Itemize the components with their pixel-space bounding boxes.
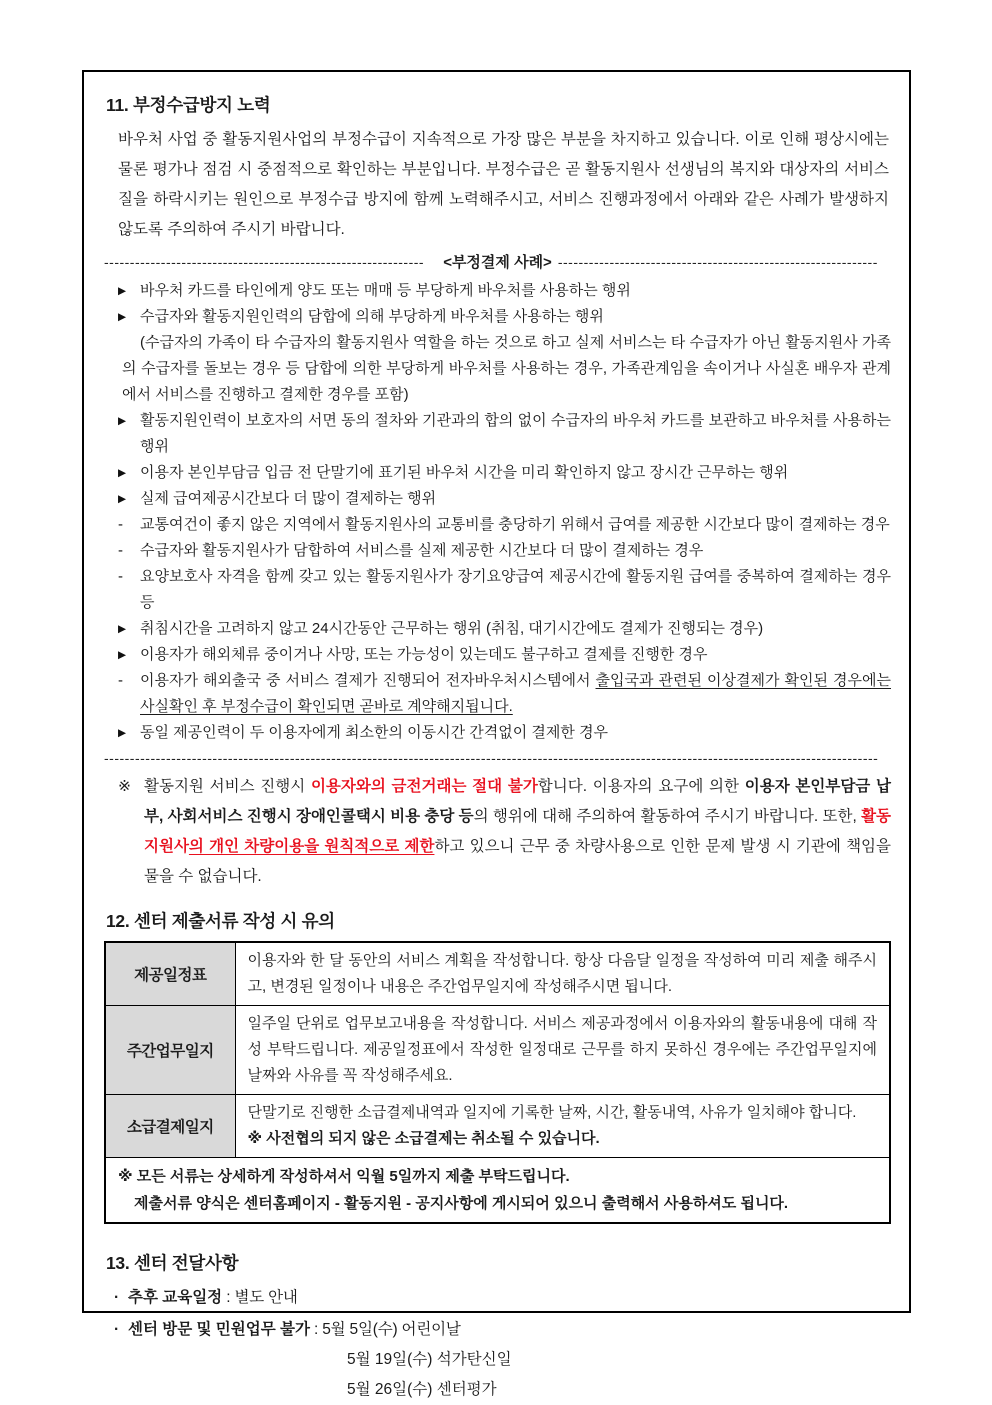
cell-line xyxy=(248,1100,878,1126)
text-segment: 일주일 단위로 업무보고내용을 작성합니다. 서비스 제공과정에서 이용자와의 활동내용에 대해 작성 부탁드립니다. 제공일정표에서 작성한 일정대로 근무를 하지 못하신 경우에는 주간업무일지에 날짜와 사유를 꼭 작성해주세요. xyxy=(247,1015,877,1084)
fraud-case-separator xyxy=(104,251,891,272)
section-document-submission xyxy=(104,908,891,1224)
table-footer-line: 제출서류 양식은 센터홈페이지 - 활동지원 - 공지사항에 게시되어 있으니 출력해서 사용하셔도 됩니다. xyxy=(134,1195,789,1212)
dot-bullet-icon: · xyxy=(114,1289,120,1306)
bottom-dashed-line: ------------------------------------------------------------------------------------------------------------------------------------------------------ xyxy=(104,750,879,766)
fraud-case-item xyxy=(118,460,891,486)
cell-line xyxy=(248,1126,878,1152)
announcement-label: 센터 방문 및 민원업무 불가 xyxy=(128,1321,310,1338)
case-text xyxy=(140,568,891,611)
cell-line xyxy=(248,1011,878,1089)
document-type-label: 주간업무일지 xyxy=(105,1006,235,1095)
text-segment: 취침시간을 고려하지 않고 24시간동안 근무하는 행위 (취침, 대기시간에도 결제가 진행되는 경우) xyxy=(140,620,764,637)
text-segment: 활동지원사 xyxy=(144,808,892,855)
case-text xyxy=(140,412,891,455)
fraud-case-separator-label: <부정결제 사례> xyxy=(443,254,552,271)
document-type-label: 소급결제일지 xyxy=(105,1095,235,1158)
fraud-case-item xyxy=(118,304,891,330)
case-text xyxy=(140,308,604,325)
closure-date-line: 5월 19일(수) 석가탄신일 xyxy=(347,1351,512,1368)
case-text xyxy=(140,672,891,715)
separator-dashes-right: -------------------------------------------------------------- xyxy=(557,253,878,270)
document-type-description xyxy=(235,1095,890,1158)
case-bullet-icon: ▶ xyxy=(118,311,127,323)
case-text xyxy=(140,724,608,741)
document-type-label: 제공일정표 xyxy=(105,942,235,1006)
dot-bullet-icon: · xyxy=(114,1321,120,1338)
case-bullet-icon: - xyxy=(118,672,123,689)
cell-line xyxy=(248,948,878,1000)
fraud-case-item xyxy=(118,512,891,538)
case-bullet-icon: ▶ xyxy=(118,415,127,427)
announcement-value: : 별도 안내 xyxy=(222,1289,298,1306)
text-segment: 합니다. 이용자의 요구에 의한 xyxy=(537,778,745,795)
case-bullet-icon: - xyxy=(118,542,123,559)
text-segment: 실제 급여제공시간보다 더 많이 결제하는 행위 xyxy=(140,490,437,507)
document-page xyxy=(82,70,911,1398)
text-segment: 의 행위에 대해 주의하여 활동하여 주시기 바랍니다. 또한, xyxy=(473,808,862,825)
fraud-case-item xyxy=(118,642,891,668)
document-type-description xyxy=(235,942,890,1006)
caution-notice-text xyxy=(144,778,891,885)
text-segment: 이용자와의 금전거래는 절대 불가 xyxy=(310,778,538,795)
text-segment: 수급자와 활동지원사가 담합하여 서비스를 실제 제공한 시간보다 더 많이 결제하는 경우 xyxy=(140,542,704,559)
announcement-item xyxy=(104,1283,891,1313)
section13-title: 13. 센터 전달사항 xyxy=(106,1253,239,1273)
case-bullet-icon: ▶ xyxy=(118,727,127,739)
fraud-case-list xyxy=(104,276,891,746)
case-bullet-icon: ▶ xyxy=(118,467,127,479)
section11-intro: 바우처 사업 중 활동지원사업의 부정수급이 지속적으로 가장 많은 부분을 차지하고 있습니다. 이로 인해 평상시에는 물론 평가나 점검 시 중점적으로 확인하는 부분입니다. 부정수급은 곧 활동지원사 선생님의 복지와 대상자의 서비스 질을 하락시키는 원인으로 부정수급 방지에 함께 노력해주시고, 서비스 진행과정에서 아래와 같은 사례가 발생하지 않도록 주의하여 주시기 바랍니다. xyxy=(118,131,889,238)
text-segment: 이용자와 한 달 동안의 서비스 계획을 작성합니다. 항상 다음달 일정을 작성하여 미리 제출 해주시고, 변경된 일정이나 내용은 주간업무일지에 작성해주시면 됩니다. xyxy=(247,952,877,995)
section11-title: 11. 부정수급방지 노력 xyxy=(106,95,271,115)
announcement-label: 추후 교육일정 xyxy=(128,1289,223,1306)
case-bullet-icon: - xyxy=(118,568,123,585)
fraud-case-item xyxy=(118,486,891,512)
text-segment: 수급자와 활동지원인력의 담합에 의해 부당하게 바우처를 사용하는 행위 xyxy=(140,308,604,325)
fraud-case-item xyxy=(118,538,891,564)
text-segment: 이용자가 해외체류 중이거나 사망, 또는 가능성이 있는데도 불구하고 결제를 진행한 경우 xyxy=(140,646,708,663)
text-segment: 바우처 카드를 타인에게 양도 또는 매매 등 부당하게 바우처를 사용하는 행위 xyxy=(140,282,631,299)
submission-table-row xyxy=(105,942,890,1006)
table-footer-row xyxy=(105,1158,890,1224)
case-text xyxy=(140,282,631,299)
fraud-case-item xyxy=(118,330,891,408)
reference-mark: ※ xyxy=(118,778,131,795)
case-text xyxy=(140,516,890,533)
text-segment: 이용자 본인부담금 납부, 사회서비스 진행시 장애인콜택시 비용 충당 등 xyxy=(144,778,891,825)
text-segment: (수급자의 가족이 타 수급자의 활동지원사 역할을 하는 것으로 하고 실제 서비스는 타 수급자가 아닌 활동지원사 가족의 수급자를 돌보는 경우 등 담합에 의한 부당하게 바우처를 사용하는 경우, 가족관계임을 속이거나 사실혼 배우자 관계에서 서비스를 진행하고 결제한 경우를 포함) xyxy=(122,334,891,403)
announcement-list xyxy=(104,1283,891,1405)
case-bullet-icon: - xyxy=(118,516,123,533)
case-text xyxy=(140,646,708,663)
announcement-value: : 5월 5일(수) 어린이날 xyxy=(309,1321,461,1338)
fraud-case-item xyxy=(118,278,891,304)
case-bullet-icon: ▶ xyxy=(118,649,127,661)
case-text xyxy=(140,542,703,559)
text-segment: 동일 제공인력이 두 이용자에게 최소한의 이동시간 간격없이 결제한 경우 xyxy=(140,724,609,741)
case-text xyxy=(140,490,436,507)
section-fraud-prevention xyxy=(104,92,891,892)
submission-documents-table xyxy=(104,941,891,1224)
case-text xyxy=(122,334,891,403)
section-center-announcements xyxy=(104,1250,891,1405)
case-text xyxy=(140,464,788,481)
case-text xyxy=(140,620,763,637)
submission-table-row xyxy=(105,1095,890,1158)
table-footer-cell xyxy=(105,1158,890,1224)
caution-notice xyxy=(104,772,891,892)
section12-title: 12. 센터 제출서류 작성 시 유의 xyxy=(106,911,335,931)
text-segment: 이용자가 해외출국 중 서비스 결제가 진행되어 전자바우처시스템에서 xyxy=(140,672,596,689)
fraud-case-item xyxy=(118,564,891,616)
text-segment: 활동지원인력이 보호자의 서면 동의 절차와 기관과의 합의 없이 수급자의 바우처 카드를 보관하고 바우처를 사용하는 행위 xyxy=(140,412,891,455)
document-type-description xyxy=(235,1006,890,1095)
text-segment: 단말기로 진행한 소급결제내역과 일지에 기록한 날짜, 시간, 활동내역, 사유가 일치해야 합니다. xyxy=(247,1104,857,1121)
submission-table-row xyxy=(105,1006,890,1095)
text-segment: 요양보호사 자격을 함께 갖고 있는 활동지원사가 장기요양급여 제공시간에 활동지원 급여를 중복하여 결제하는 경우 등 xyxy=(140,568,891,611)
text-segment: 교통여건이 좋지 않은 지역에서 활동지원사의 교통비를 충당하기 위해서 급여를 제공한 시간보다 많이 결제하는 경우 xyxy=(140,516,890,533)
case-bullet-icon: ▶ xyxy=(118,493,127,505)
text-segment: ※ 사전협의 되지 않은 소급결제는 취소될 수 있습니다. xyxy=(247,1130,600,1147)
text-segment: 의 개인 차량이용을 원칙적으로 제한 xyxy=(188,838,435,855)
fraud-case-item xyxy=(118,720,891,746)
text-segment: 활동지원 서비스 진행시 xyxy=(144,778,311,795)
table-footer-line: ※ 모든 서류는 상세하게 작성하셔서 익월 5일까지 제출 부탁드립니다. xyxy=(118,1168,570,1185)
fraud-case-item xyxy=(118,668,891,720)
closure-date-line: 5월 26일(수) 센터평가 xyxy=(347,1381,497,1398)
case-bullet-icon: ▶ xyxy=(118,285,127,297)
fraud-case-item xyxy=(118,408,891,460)
text-segment: 출입국과 관련된 이상결제가 확인된 경우에는 사실확인 후 부정수급이 확인되면 곧바로 계약해지됩니다. xyxy=(140,672,891,715)
announcement-item xyxy=(104,1315,891,1345)
case-bullet-icon: ▶ xyxy=(118,623,127,635)
separator-dashes-left: -------------------------------------------------------------- xyxy=(104,253,425,270)
text-segment: 하고 있으니 근무 중 차량사용으로 인한 문제 발생 시 기관에 책임을 물을 수 없습니다. xyxy=(144,838,891,885)
fraud-case-item xyxy=(118,616,891,642)
text-segment: 이용자 본인부담금 입금 전 단말기에 표기된 바우처 시간을 미리 확인하지 않고 장시간 근무하는 행위 xyxy=(140,464,789,481)
